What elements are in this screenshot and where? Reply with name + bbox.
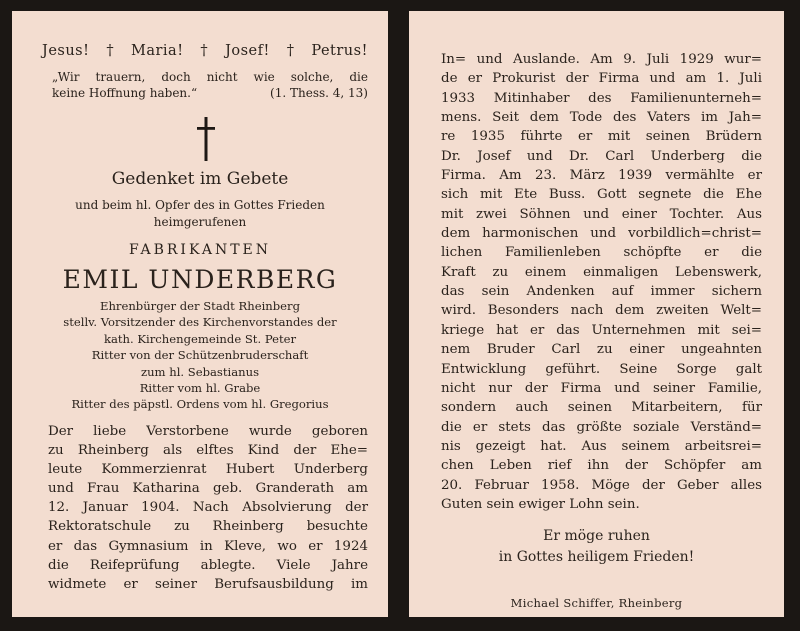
deceased-name: EMIL UNDERBERG [62, 265, 338, 294]
title-line: Ritter von der Schützenbruderschaft [91, 348, 309, 363]
body-line: das sein Andenken auf immer sichern [441, 284, 762, 300]
body-line: die er stets das größte soziale Verständ= [441, 419, 762, 435]
title-line: Ritter vom hl. Grabe [139, 381, 261, 396]
body-line: nicht nur der Firma und seiner Familie, [441, 380, 762, 396]
title-line: Ehrenbürger der Stadt Rheinberg [99, 299, 300, 313]
prayer-line: heimgerufenen [153, 215, 247, 229]
body-line: Kraft zu einem einmaligen Lebenswerk, [441, 264, 762, 280]
body-line: Entwicklung geführt. Seine Sorge galt [441, 361, 762, 377]
body-line: 20. Februar 1958. Möge der Geber alles [441, 477, 762, 493]
body-line: zu Rheinberg als elftes Kind der Ehe= [48, 443, 368, 459]
remember-heading: Gedenket im Gebete [111, 169, 289, 189]
invocation-josef: Josef! [225, 43, 270, 59]
body-line: In= und Auslande. Am 9. Juli 1929 wur= [441, 52, 762, 67]
small-cross-icon: † [286, 43, 295, 59]
body-line: re 1935 führte er mit seinen Brüdern [441, 129, 762, 145]
printer-credit: Michael Schiffer, Rheinberg [510, 596, 683, 610]
occupation: FABRIKANTEN [128, 242, 272, 258]
body-line: Dr. Josef und Dr. Carl Underberg die [441, 148, 762, 164]
body-line: Firma. Am 23. März 1939 vermählte er [441, 168, 762, 184]
body-line: lichen Familienleben schöpfte er die [441, 245, 762, 261]
bible-quote [52, 69, 368, 101]
body-line: wird. Besonders nach dem zweiten Welt= [441, 303, 762, 319]
quote-line: „Wir trauern, doch nicht wie solche, die [52, 70, 368, 84]
body-line: er das Gymnasium in Kleve, wo er 1924 [48, 538, 368, 554]
closing-line: Er möge ruhen [543, 528, 650, 544]
biography-text-left [48, 422, 368, 594]
body-line: de er Prokurist der Firma und am 1. Juli [441, 71, 762, 87]
title-line: Ritter des päpstl. Ordens vom hl. Gregorius [71, 397, 329, 412]
quote-line: keine Hoffnung haben.“ [52, 86, 198, 100]
body-line: sondern auch seinen Mitarbeitern, für [441, 400, 762, 416]
prayer-text [12, 197, 388, 231]
invocation-jesus: Jesus! [42, 43, 90, 59]
prayer-line: und beim hl. Opfer des in Gottes Frieden [75, 198, 325, 212]
right-page [409, 11, 784, 617]
closing-blessing [409, 526, 784, 568]
body-line: Der liebe Verstorbene wurde geboren [48, 424, 368, 439]
small-cross-icon: † [106, 43, 115, 59]
body-line: mit zwei Söhnen und einer Tochter. Aus [441, 206, 762, 222]
quote-reference: (1. Thess. 4, 13) [270, 86, 368, 100]
invocation-line [42, 43, 368, 59]
body-line: chen Leben rief ihn der Schöpfer am [441, 458, 762, 474]
body-line: kriege hat er das Unternehmen mit sei= [441, 322, 762, 338]
small-cross-icon: † [200, 43, 209, 59]
invocation-maria: Maria! [130, 43, 184, 59]
title-line: zum hl. Sebastianus [140, 364, 260, 379]
body-line: dem harmonischen und vorbildlich=christ= [441, 226, 762, 242]
body-line: leute Kommerzienrat Hubert Underberg [48, 462, 368, 478]
body-line: sich mit Ete Buss. Gott segnete die Ehe [441, 187, 762, 203]
body-line: Rektoratschule zu Rheinberg besuchte [48, 519, 368, 535]
invocation-petrus: Petrus! [311, 43, 368, 59]
body-line: mens. Seit dem Tode des Vaters im Jah= [441, 110, 762, 126]
body-line: und Frau Katharina geb. Granderath am [48, 481, 368, 497]
body-line: widmete er seiner Berufsausbildung im [48, 576, 368, 592]
honorary-titles [12, 298, 388, 413]
body-line: 12. Januar 1904. Nach Absolvierung der [48, 500, 368, 516]
left-page [12, 11, 388, 617]
body-line: nem Bruder Carl zu einer ungeahnten [441, 342, 762, 358]
biography-text-right [441, 50, 762, 514]
latin-cross-icon [196, 117, 216, 161]
closing-line: in Gottes heiligem Frieden! [498, 549, 695, 565]
body-line: die Reifeprüfung ablegte. Viele Jahre [48, 557, 368, 573]
title-line: kath. Kirchengemeinde St. Peter [103, 331, 297, 346]
title-line: stellv. Vorsitzender des Kirchenvorstandes der [63, 315, 337, 330]
body-line: nis gezeigt hat. Aus seinem arbeitsrei= [441, 438, 762, 454]
body-line: 1933 Mitinhaber des Familienunterneh= [441, 90, 762, 106]
body-line: Guten sein ewiger Lohn sein. [441, 496, 640, 512]
